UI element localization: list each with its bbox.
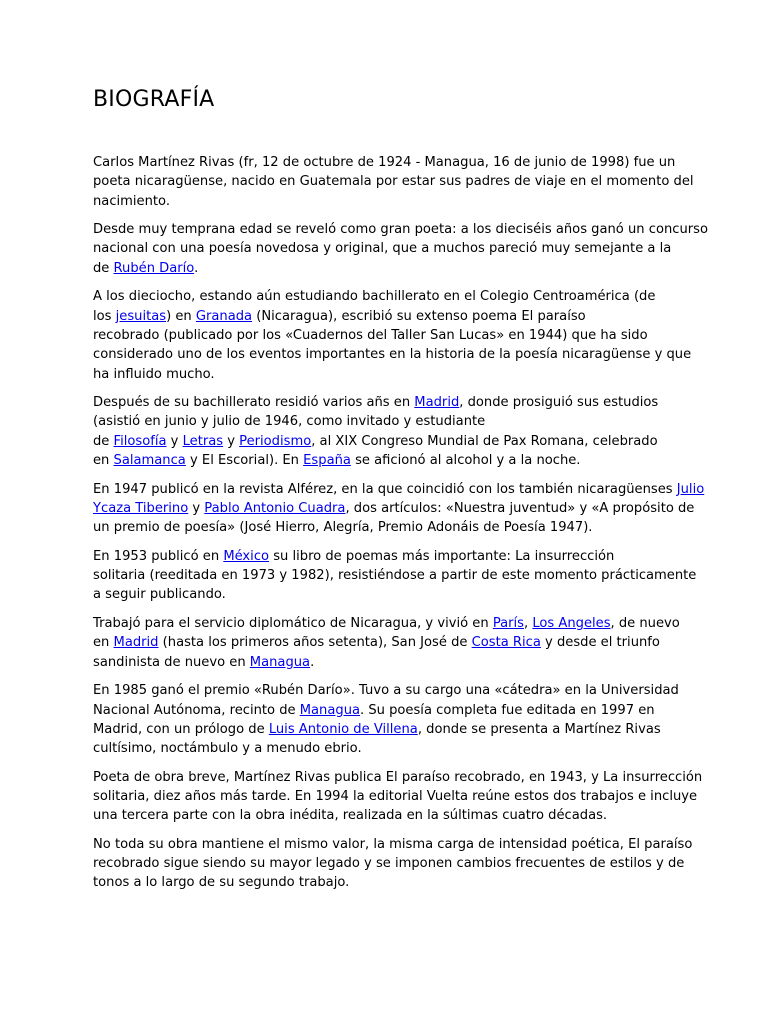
text-run: En 1947 publicó en la revista Alférez, en la que coincidió con los también nicaragüenses (93, 481, 677, 497)
link-espana[interactable]: España (303, 453, 351, 469)
text-run: y (166, 433, 183, 449)
link-managua[interactable]: Managua (249, 654, 311, 670)
link-madrid[interactable]: Madrid (113, 635, 159, 651)
text-line (93, 412, 693, 431)
text-run: Desde muy temprana edad se reveló como gran poeta: a los dieciséis años ganó un concurso (93, 222, 708, 238)
text-run: cultísimo, noctámbulo y a menudo ebrio. (93, 741, 362, 757)
text-run: Después de su bachillerato residió varios añs en (93, 395, 415, 411)
text-line (93, 787, 698, 806)
text-line (93, 518, 693, 537)
link-costa-rica[interactable]: Costa Rica (471, 635, 541, 651)
text-line (93, 854, 693, 873)
text-run: y El Escorial). En (185, 453, 304, 469)
text-line (93, 585, 693, 604)
paragraph (93, 153, 693, 211)
page-title: BIOGRAFÍA (93, 87, 215, 112)
text-run: y (188, 500, 205, 516)
text-run: , donde se presenta a Martínez Rivas (417, 721, 661, 737)
text-line (93, 614, 693, 633)
text-line (93, 326, 693, 345)
text-run: , dos artículos: «Nuestra juventud» y «A propósito de (345, 500, 695, 516)
text-run: su libro de poemas más importante: La insurrección (269, 548, 615, 564)
text-run: Trabajó para el servicio diplomático de Nicaragua, y vivió en (93, 616, 493, 632)
text-run: , donde prosiguió sus estudios (459, 395, 659, 411)
text-run: una tercera parte con la obra inédita, realizada en la súltimas cuatro décadas. (93, 808, 608, 824)
text-run: considerado uno de los eventos importantes en la historia de la poesía nicaragüense y que (93, 347, 692, 363)
paragraph (93, 480, 705, 538)
link-julio-ycaza-tiberino[interactable]: Julio (676, 481, 705, 497)
text-run: nacional con una poesía novedosa y original, que a muchos pareció muy semejante a la (93, 241, 672, 257)
paragraph (93, 287, 693, 383)
text-line (93, 365, 693, 384)
text-line (93, 835, 693, 854)
text-line (93, 287, 693, 306)
text-line (93, 633, 693, 652)
text-line (93, 547, 693, 566)
text-line (93, 451, 693, 470)
text-run: tonos a lo largo de su segundo trabajo. (93, 875, 350, 891)
text-line (93, 153, 693, 172)
text-line (93, 806, 693, 825)
text-run: solitaria, diez años más tarde. En 1994 la editorial Vuelta reúne estos dos trabajos e incluye (93, 788, 698, 804)
link-jesuitas[interactable]: jesuitas (115, 308, 167, 324)
text-run: , de nuevo (610, 616, 680, 632)
paragraph (93, 220, 708, 278)
paragraph (93, 614, 693, 672)
text-run: de (93, 260, 114, 276)
text-line (93, 720, 693, 739)
link-letras[interactable]: Letras (182, 433, 224, 449)
link-luis-antonio-de-villena[interactable]: Luis Antonio de Villena (268, 721, 418, 737)
text-run: a seguir publicando. (93, 587, 226, 603)
text-run: poeta nicaragüense, nacido en Guatemala por estar sus padres de viaje en el momento del (93, 174, 694, 190)
paragraph (93, 393, 693, 470)
paragraph (93, 681, 693, 758)
text-run: Carlos Martínez Rivas (fr, 12 de octubre de 1924 - Managua, 16 de junio de 1998) fue un (93, 155, 676, 170)
text-run: A los dieciocho, estando aún estudiando bachillerato en el Colegio Centroamérica (de (93, 289, 656, 305)
link-mexico[interactable]: México (223, 548, 270, 564)
text-line (93, 653, 693, 672)
link-los-angeles[interactable]: Los Angeles (532, 616, 611, 632)
link-julio-ycaza-tiberino[interactable]: Ycaza Tiberino (93, 500, 189, 516)
text-run: , (524, 616, 533, 632)
text-line (93, 701, 693, 720)
text-run: nacimiento. (93, 193, 170, 209)
link-madrid[interactable]: Madrid (414, 395, 460, 411)
link-granada[interactable]: Granada (195, 308, 253, 324)
text-run: No toda su obra mantiene el mismo valor, la misma carga de intensidad poética, El paraíso (93, 836, 693, 852)
text-run: (hasta los primeros años setenta), San José de (158, 635, 472, 651)
text-line (93, 681, 693, 700)
text-run: ) en (166, 308, 196, 324)
text-line (93, 239, 693, 258)
link-filosofia[interactable]: Filosofía (113, 433, 167, 449)
text-line (93, 739, 693, 758)
text-run: En 1985 ganó el premio «Rubén Darío». Tuvo a su cargo una «cátedra» en la Universidad (93, 683, 679, 699)
text-run: recobrado sigue siendo su mayor legado y se imponen cambios frecuentes de estilos y de (93, 856, 685, 872)
paragraph (93, 835, 693, 893)
text-run: en (93, 453, 114, 469)
link-salamanca[interactable]: Salamanca (113, 453, 186, 469)
text-run: se aficionó al alcohol y a la noche. (350, 453, 581, 469)
text-run: , al XIX Congreso Mundial de Pax Romana, celebrado (311, 433, 658, 449)
link-ruben-dario[interactable]: Rubén Darío (113, 260, 195, 276)
text-run: Madrid, con un prólogo de (93, 721, 269, 737)
link-managua[interactable]: Managua (299, 702, 361, 718)
text-run: (Nicaragua), escribió su extenso poema El paraíso (252, 308, 586, 324)
text-line (93, 566, 697, 585)
text-run: Poeta de obra breve, Martínez Rivas publica El paraíso recobrado, en 1943, y La insurrección (93, 769, 703, 785)
text-line (93, 259, 693, 278)
text-run: ha influido mucho. (93, 366, 215, 382)
text-line (93, 499, 693, 518)
text-line (93, 432, 693, 451)
text-line (93, 307, 693, 326)
text-run: sandinista de nuevo en (93, 654, 250, 670)
text-run: . (194, 260, 199, 276)
document-body (93, 153, 708, 902)
paragraph (93, 547, 697, 605)
text-line (93, 220, 708, 239)
link-periodismo[interactable]: Periodismo (239, 433, 312, 449)
text-run: recobrado (publicado por los «Cuadernos del Taller San Lucas» en 1944) que ha sido (93, 327, 648, 343)
text-line (93, 192, 693, 211)
text-run: En 1953 publicó en (93, 548, 224, 564)
text-run: solitaria (reeditada en 1973 y 1982), resistiéndose a partir de este momento prácticamente (93, 568, 697, 584)
text-line (93, 172, 693, 191)
text-line (93, 768, 703, 787)
text-line (93, 345, 693, 364)
link-paris[interactable]: París (492, 616, 524, 632)
text-run: (asistió en junio y julio de 1946, como invitado y estudiante (93, 414, 486, 430)
text-run: en (93, 635, 114, 651)
text-run: y (223, 433, 240, 449)
text-line (93, 393, 693, 412)
text-line (93, 873, 693, 892)
link-pablo-antonio-cuadra[interactable]: Pablo Antonio Cuadra (204, 500, 346, 516)
text-run: . Su poesía completa fue editada en 1997 en (360, 702, 655, 718)
text-run: de (93, 433, 114, 449)
text-run: Nacional Autónoma, recinto de (93, 702, 300, 718)
paragraph (93, 768, 703, 826)
text-line (93, 480, 705, 499)
text-run: . (310, 654, 315, 670)
text-run: los (93, 308, 116, 324)
text-run: un premio de poesía» (José Hierro, Alegría, Premio Adonáis de Poesía 1947). (93, 520, 593, 536)
text-run: y desde el triunfo (540, 635, 660, 651)
